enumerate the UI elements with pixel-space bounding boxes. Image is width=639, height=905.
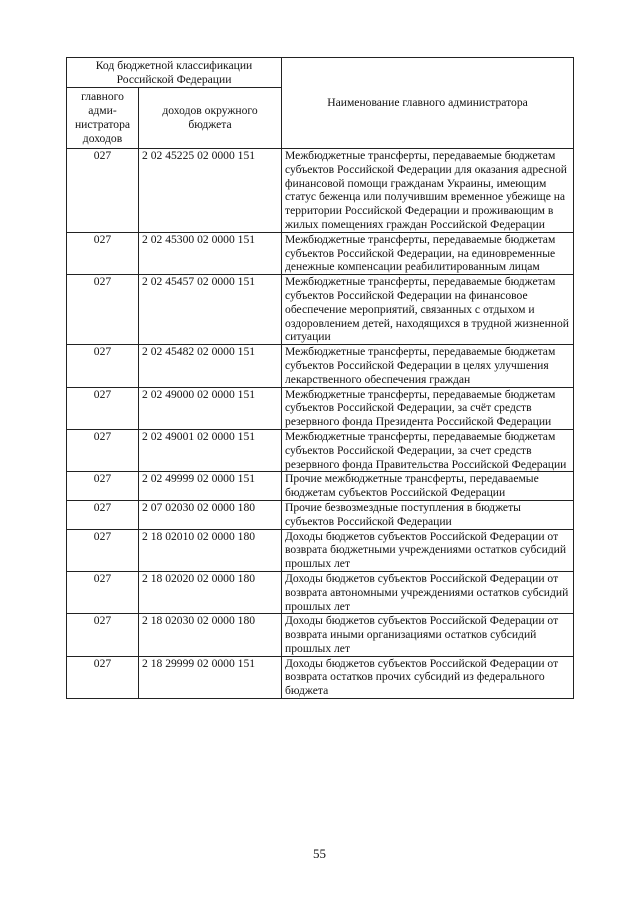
cell-admin-code: 027 — [67, 529, 139, 571]
cell-administrator-name: Доходы бюджетов субъектов Российской Федерации от возврата остатков прочих субсидий из федерального бюджета — [282, 656, 574, 698]
table-row — [67, 275, 574, 345]
budget-classification-table — [66, 57, 574, 699]
table-row — [67, 529, 574, 571]
table-row — [67, 387, 574, 429]
table-row — [67, 232, 574, 274]
cell-admin-code: 027 — [67, 571, 139, 613]
cell-budget-code: 2 18 02010 02 0000 180 — [139, 529, 282, 571]
cell-administrator-name: Прочие безвозмездные поступления в бюджеты субъектов Российской Федерации — [282, 500, 574, 529]
cell-budget-code: 2 02 49999 02 0000 151 — [139, 472, 282, 501]
cell-admin-code: 027 — [67, 656, 139, 698]
header-district-budget-income: доходов окружного бюджета — [139, 88, 282, 149]
cell-admin-code: 027 — [67, 275, 139, 345]
header-main-administrator: главного адми-нистратора доходов — [67, 88, 139, 149]
cell-budget-code: 2 18 02030 02 0000 180 — [139, 614, 282, 656]
cell-administrator-name: Межбюджетные трансферты, передаваемые бюджетам субъектов Российской Федерации в целях улучшения лекарственного обеспечения граждан — [282, 345, 574, 387]
header-budget-classification-code: Код бюджетной классификации Российской Федерации — [67, 58, 282, 88]
page-number: 55 — [313, 846, 326, 861]
table-body — [67, 149, 574, 699]
cell-budget-code: 2 02 49001 02 0000 151 — [139, 429, 282, 471]
cell-budget-code: 2 18 02020 02 0000 180 — [139, 571, 282, 613]
header-administrator-name: Наименование главного администратора — [282, 58, 574, 149]
cell-budget-code: 2 02 45482 02 0000 151 — [139, 345, 282, 387]
cell-administrator-name: Доходы бюджетов субъектов Российской Федерации от возврата иными организациями остатков субсидий прошлых лет — [282, 614, 574, 656]
cell-administrator-name: Межбюджетные трансферты, передаваемые бюджетам субъектов Российской Федерации, за счет средств резервного фонда Правительства Российской Федерации — [282, 429, 574, 471]
table-row — [67, 656, 574, 698]
cell-administrator-name: Межбюджетные трансферты, передаваемые бюджетам субъектов Российской Федерации для оказания адресной финансовой помощи гражданам Украины, имеющим статус беженца или получившим временное убежище на территории Российской Федерации и проживающим в жилых помещениях граждан Российской Федерации — [282, 149, 574, 233]
cell-budget-code: 2 02 45457 02 0000 151 — [139, 275, 282, 345]
cell-administrator-name: Межбюджетные трансферты, передаваемые бюджетам субъектов Российской Федерации, на единовременные денежные компенсации реабилитированным лицам — [282, 232, 574, 274]
table-row — [67, 614, 574, 656]
cell-administrator-name: Прочие межбюджетные трансферты, передаваемые бюджетам субъектов Российской Федерации — [282, 472, 574, 501]
cell-admin-code: 027 — [67, 429, 139, 471]
cell-admin-code: 027 — [67, 614, 139, 656]
cell-budget-code: 2 18 29999 02 0000 151 — [139, 656, 282, 698]
cell-admin-code: 027 — [67, 500, 139, 529]
cell-administrator-name: Доходы бюджетов субъектов Российской Федерации от возврата бюджетными учреждениями остатков субсидий прошлых лет — [282, 529, 574, 571]
table-row — [67, 472, 574, 501]
cell-budget-code: 2 07 02030 02 0000 180 — [139, 500, 282, 529]
cell-budget-code: 2 02 45225 02 0000 151 — [139, 149, 282, 233]
cell-administrator-name: Межбюджетные трансферты, передаваемые бюджетам субъектов Российской Федерации, за счёт средств резервного фонда Президента Российской Федерации — [282, 387, 574, 429]
table-row — [67, 429, 574, 471]
table-row — [67, 149, 574, 233]
table-row — [67, 500, 574, 529]
cell-budget-code: 2 02 45300 02 0000 151 — [139, 232, 282, 274]
table-row — [67, 345, 574, 387]
cell-budget-code: 2 02 49000 02 0000 151 — [139, 387, 282, 429]
cell-administrator-name: Доходы бюджетов субъектов Российской Федерации от возврата автономными учреждениями остатков субсидий прошлых лет — [282, 571, 574, 613]
cell-administrator-name: Межбюджетные трансферты, передаваемые бюджетам субъектов Российской Федерации на финансовое обеспечение мероприятий, связанных с отдыхом и оздоровлением детей, находящихся в трудной жизненной ситуации — [282, 275, 574, 345]
table-row — [67, 571, 574, 613]
cell-admin-code: 027 — [67, 149, 139, 233]
cell-admin-code: 027 — [67, 345, 139, 387]
cell-admin-code: 027 — [67, 472, 139, 501]
cell-admin-code: 027 — [67, 387, 139, 429]
cell-admin-code: 027 — [67, 232, 139, 274]
